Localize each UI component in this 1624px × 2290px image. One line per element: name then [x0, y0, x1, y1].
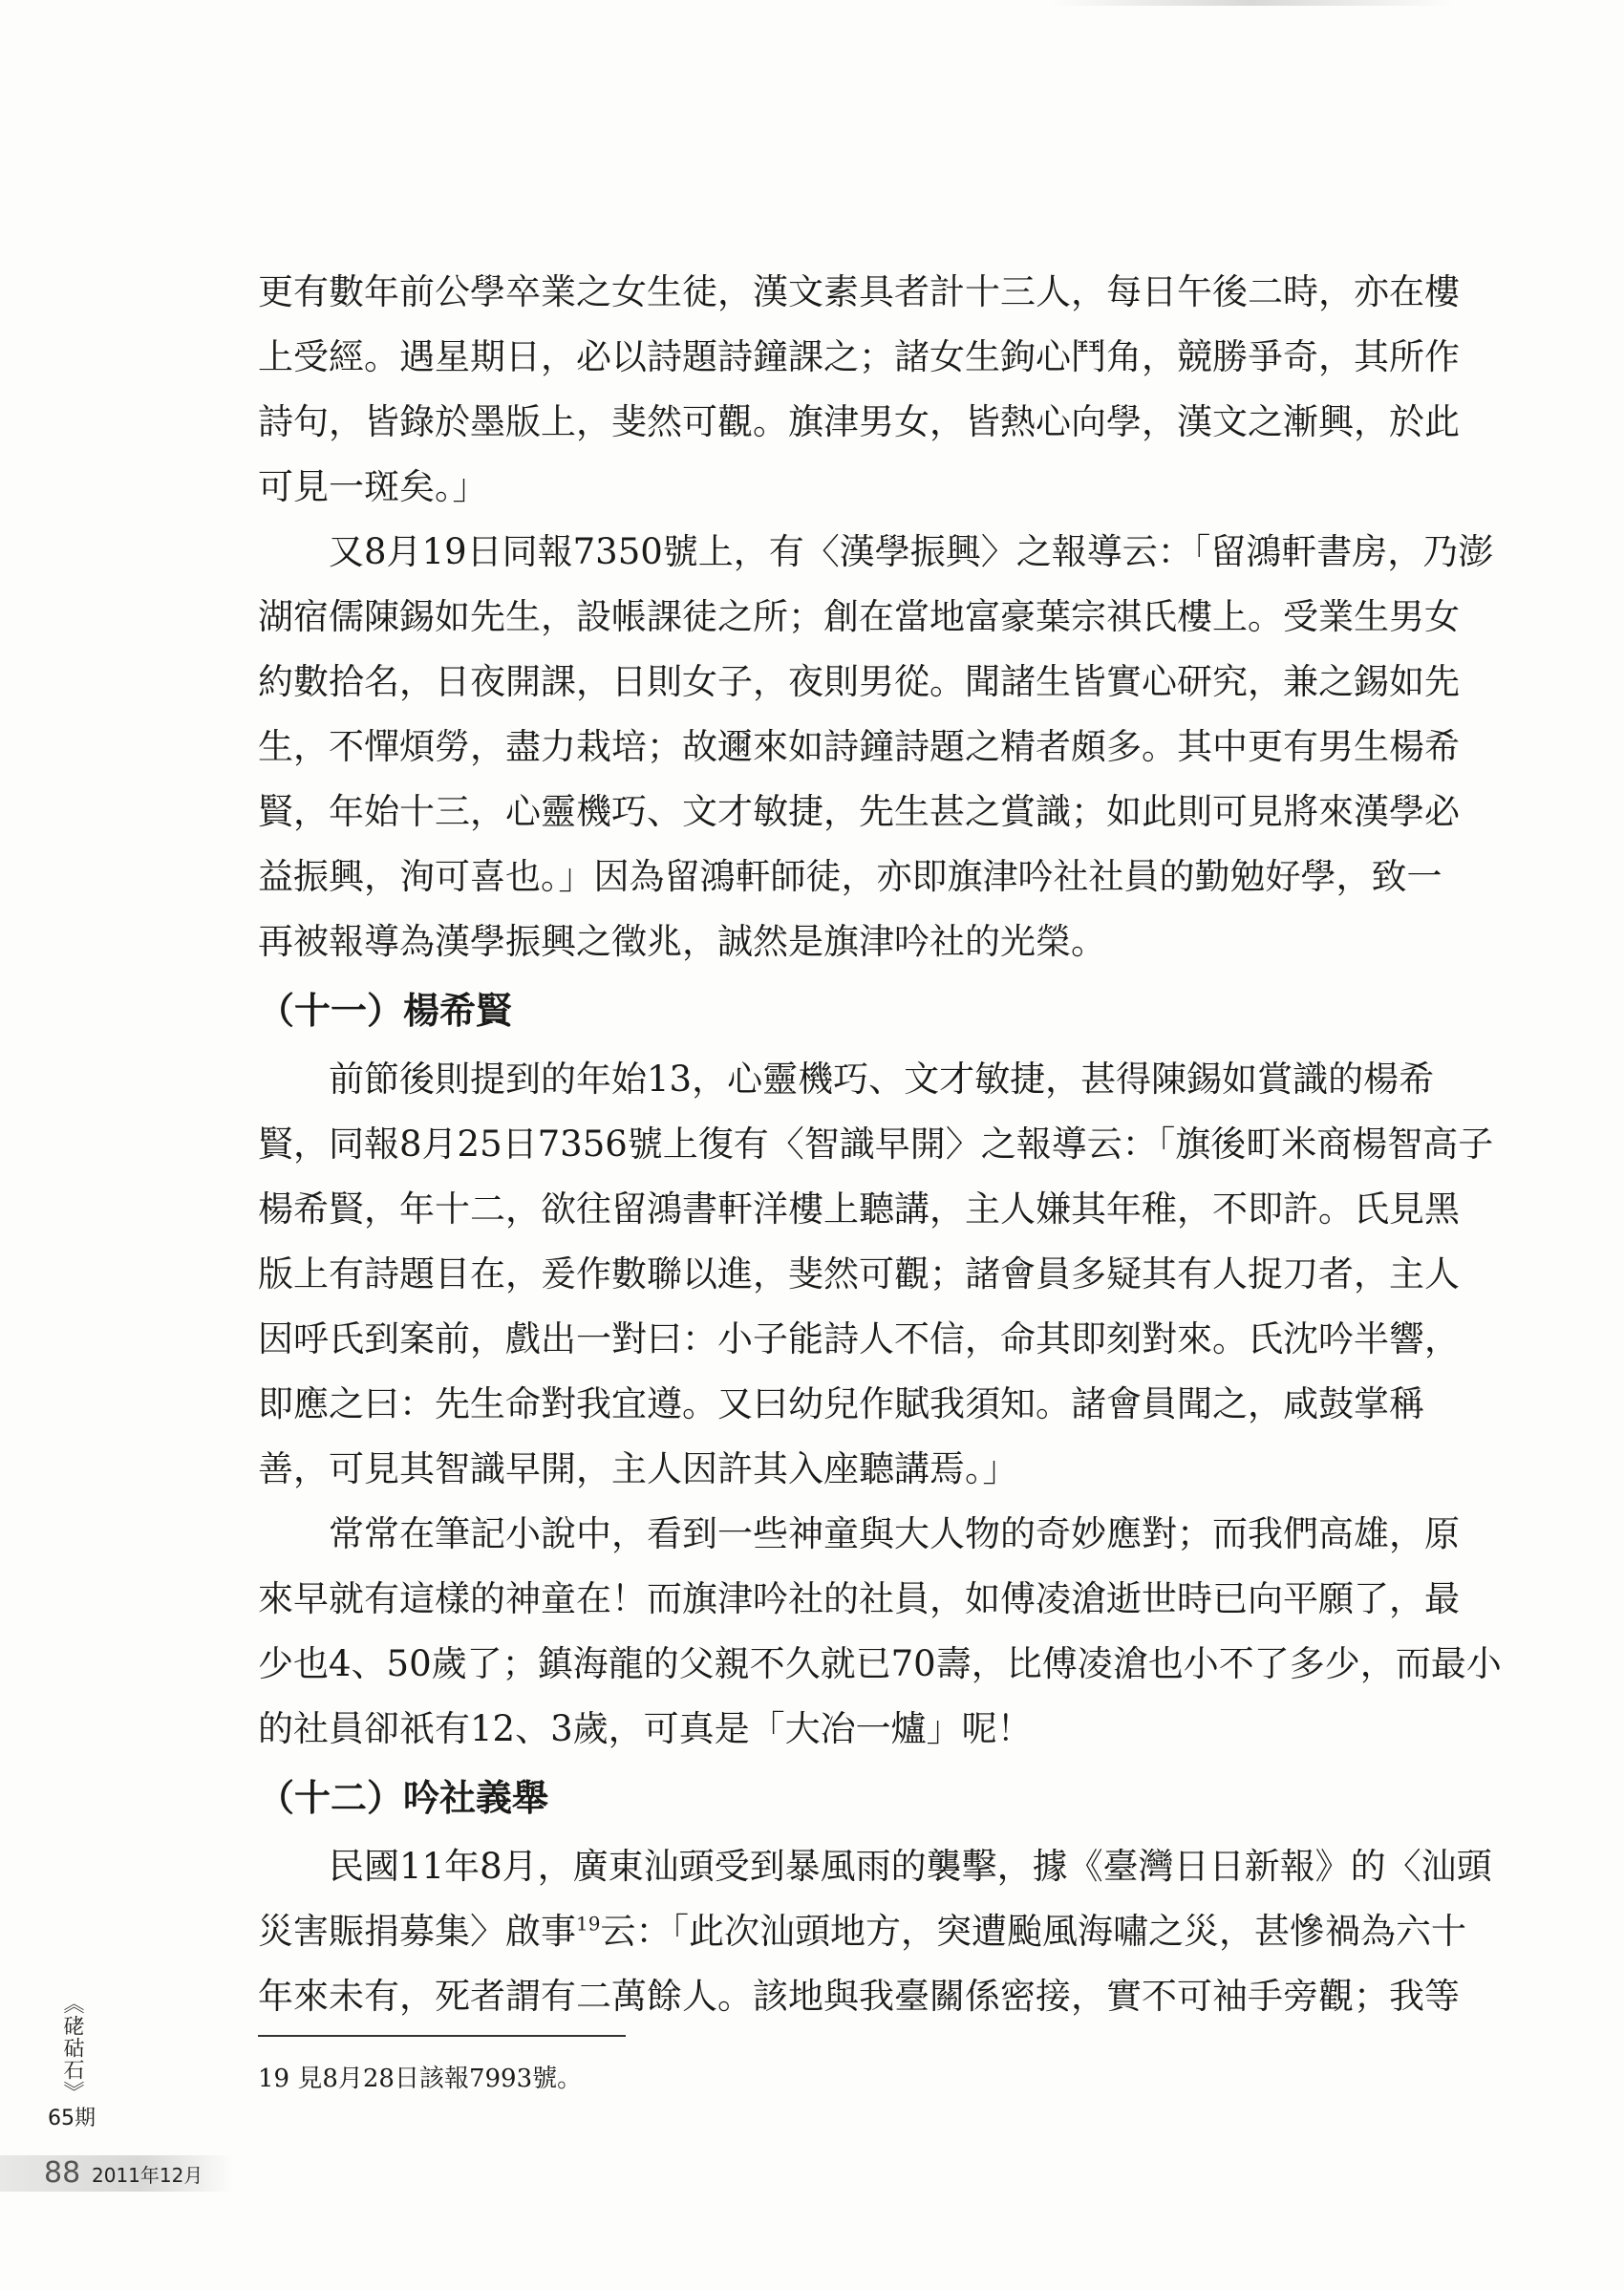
paragraph-5-text: 云：「 [600, 1911, 689, 1952]
section-heading-12: （十二）吟社義舉 [258, 1777, 549, 1819]
journal-title: 《硓𥑮石》 [60, 1993, 84, 2103]
paragraph-2-line: 湖宿儒陳錫如先生，設帳課徒之所；創在當地富豪葉宗祺氏樓上。受業生男女 [258, 596, 1460, 637]
paragraph-3-line: 因呼氏到案前，戲出一對曰：小子能詩人不信，命其即刻對來。氏沈吟半響， [258, 1318, 1460, 1359]
paragraph-3-line: 楊希賢，年十二，欲往留鴻書軒洋樓上聽講，主人嫌其年稚，不即許。氏見黑 [258, 1188, 1460, 1230]
paragraph-4-line: 常常在筆記小說中，看到一些神童與大人物的奇妙應對；而我們高雄，原 [329, 1513, 1460, 1554]
paragraph-1-line: 上受經。遇星期日，必以詩題詩鐘課之；諸女生鉤心鬥角，競勝爭奇，其所作 [258, 336, 1460, 377]
paragraph-4-line: 的社員卻祇有12、3歲，可真是「大冶一爐」呢！ [258, 1708, 1033, 1749]
footnote: 19 見8月28日該報7993號。 [258, 2065, 583, 2093]
paragraph-1-line: 可見一斑矣。」 [258, 466, 488, 507]
paragraph-3-line: 賢，同報8月25日7356號上復有〈智識早開〉之報導云：「旗後町米商楊智高子 [258, 1124, 1494, 1165]
paragraph-4-line: 來早就有這樣的神童在！而旗津吟社的社員，如傅凌滄逝世時已向平願了，最 [258, 1578, 1460, 1619]
paragraph-2-line: 又8月19日同報7350號上，有〈漢學振興〉之報導云：「留鴻軒書房，乃澎 [329, 531, 1494, 572]
body-text [258, 260, 1502, 2029]
paragraph-5-text: 此次汕頭地方，突遭颱風海嘯之災，甚慘禍為六十 [688, 1911, 1466, 1952]
issue-date: 2011年12月 [92, 2164, 203, 2187]
footnote-ref: 19 [576, 1912, 601, 1936]
scan-artifact [1051, 0, 1452, 6]
paragraph-5-line: 民國11年8月，廣東汕頭受到暴風雨的襲擊，據《臺灣日日新報》的〈汕頭 [329, 1846, 1492, 1887]
paragraph-3-line: 版上有詩題目在，爰作數聯以進，斐然可觀；諸會員多疑其有人捉刀者，主人 [258, 1253, 1460, 1295]
paragraph-3-line: 善，可見其智識早開，主人因許其入座聽講焉。」 [258, 1448, 1018, 1489]
paragraph-2-line: 約數拾名，日夜開課，日則女子，夜則男從。聞諸生皆實心研究，兼之錫如先 [258, 661, 1460, 702]
paragraph-1-line: 詩句，皆錄於墨版上，斐然可觀。旗津男女，皆熱心向學，漢文之漸興，於此 [258, 401, 1460, 442]
page-number: 88 [44, 2156, 81, 2190]
paragraph-2-line: 益振興，洵可喜也。」因為留鴻軒師徒，亦即旗津吟社社員的勤勉好學，致一 [258, 856, 1442, 897]
footnote-rule [258, 2035, 626, 2037]
paragraph-2-line: 再被報導為漢學振興之徵兆，誠然是旗津吟社的光榮。 [258, 921, 1106, 962]
paragraph-5-line: 年來未有，死者謂有二萬餘人。該地與我臺關係密接，實不可袖手旁觀；我等 [258, 1976, 1460, 2017]
paragraph-2-line: 賢，年始十三，心靈機巧、文才敏捷，先生甚之賞識；如此則可見將來漢學必 [258, 791, 1460, 832]
paragraph-1-line: 更有數年前公學卒業之女生徒，漢文素具者計十三人，每日午後二時，亦在樓 [258, 271, 1460, 312]
paragraph-2-line: 生，不憚煩勞，盡力栽培；故邇來如詩鐘詩題之精者頗多。其中更有男生楊希 [258, 726, 1460, 767]
paragraph-3-line: 前節後則提到的年始13，心靈機巧、文才敏捷，甚得陳錫如賞識的楊希 [329, 1059, 1435, 1100]
section-heading-11: （十一）楊希賢 [258, 990, 513, 1032]
paragraph-5-line [258, 1899, 1471, 1964]
paragraph-3-line: 即應之曰：先生命對我宜遵。又曰幼兒作賦我須知。諸會員聞之，咸鼓掌稱 [258, 1383, 1424, 1424]
paragraph-4-line: 少也4、50歲了；鎮海龍的父親不久就已70壽，比傅凌滄也小不了多少，而最小 [258, 1643, 1502, 1684]
paragraph-5-text: 災害賑捐募集〉啟事 [258, 1911, 576, 1952]
issue-number: 65期 [48, 2107, 96, 2130]
